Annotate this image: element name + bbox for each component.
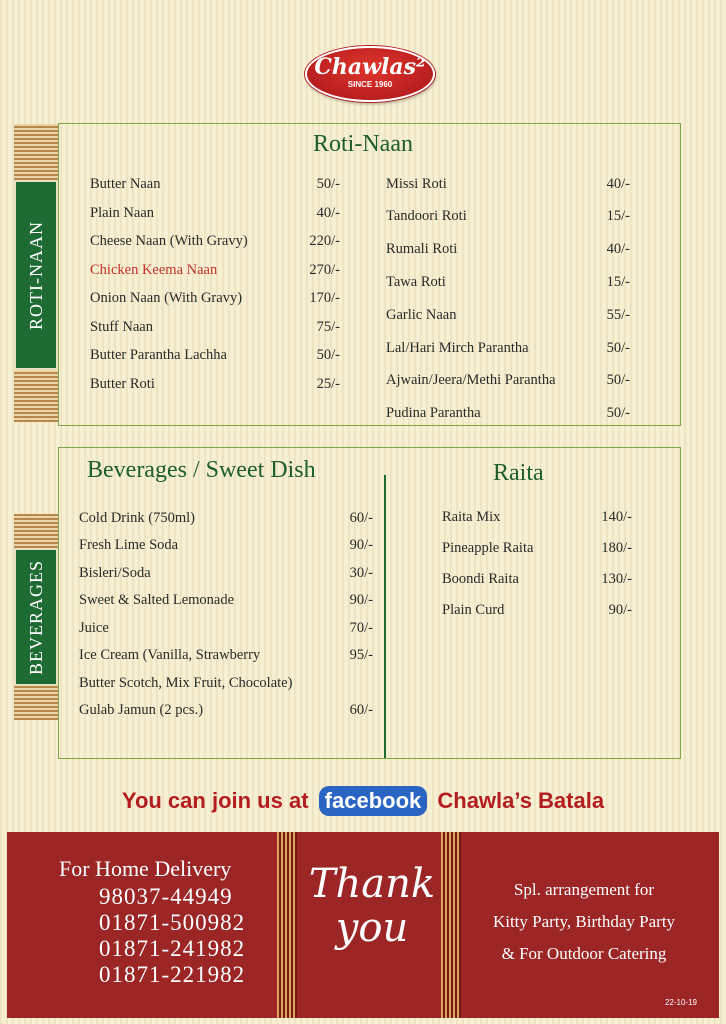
menu-item: Gulab Jamun (2 pcs.) 60/- (79, 702, 373, 718)
menu-item: Chicken Keema Naan 270/- (90, 262, 340, 278)
column-divider (384, 475, 386, 758)
menu-item: Butter Naan 50/- (90, 176, 340, 192)
menu-item: Bisleri/Soda 30/- (79, 565, 373, 581)
footer-banner (7, 832, 719, 1018)
brand-since: SINCE 1960 (347, 80, 393, 89)
spl-line-3: & For Outdoor Catering (501, 944, 667, 963)
menu-item: Pineapple Raita 180/- (442, 540, 632, 556)
thank-you-script (307, 862, 437, 950)
facebook-badge: facebook (319, 786, 428, 816)
raita-title: Raita (493, 460, 544, 486)
footer-stripes-right (441, 832, 461, 1018)
menu-item: Tandoori Roti 15/- (386, 208, 630, 224)
menu-item: Ajwain/Jeera/Methi Parantha 50/- (386, 372, 630, 388)
home-delivery-label: For Home Delivery (59, 856, 232, 881)
menu-item: Sweet & Salted Lemonade 90/- (79, 592, 373, 608)
phone-number: 01871-500982 (99, 910, 246, 935)
menu-item: Stuff Naan 75/- (90, 319, 340, 335)
footer-stripes-left (277, 832, 297, 1018)
menu-item: Boondi Raita 130/- (442, 571, 632, 587)
brand-name: Chawlas² (314, 54, 426, 80)
menu-item: Missi Roti 40/- (386, 176, 630, 192)
bev-stripe-bottom (14, 686, 58, 720)
menu-item: Plain Curd 90/- (442, 602, 632, 618)
roti-stripe-top (14, 124, 58, 180)
bev-stripe-top (14, 514, 58, 548)
menu-item: Juice 70/- (79, 620, 373, 636)
beverages-side-tab (14, 548, 58, 686)
phone-number: 01871-241982 (99, 936, 246, 961)
phone-number: 98037-44949 (99, 884, 233, 909)
roti-naan-side-tab (14, 180, 58, 370)
thank-you-line-1: Thank (308, 861, 436, 907)
facebook-suffix: Chawla’s Batala (437, 788, 605, 813)
facebook-line (0, 786, 726, 816)
roti-naan-title: Roti-Naan (313, 131, 413, 157)
menu-item: Garlic Naan 55/- (386, 307, 630, 323)
brand-logo (305, 46, 435, 102)
beverages-title: Beverages / Sweet Dish (87, 457, 316, 483)
special-arrangements (459, 874, 709, 970)
menu-item: Cold Drink (750ml) 60/- (79, 510, 373, 526)
beverages-side-label: BEVERAGES (25, 559, 46, 675)
menu-item: Butter Parantha Lachha 50/- (90, 347, 340, 363)
spl-line-1: Spl. arrangement for (513, 880, 655, 899)
menu-item: Rumali Roti 40/- (386, 241, 630, 257)
spl-line-2: Kitty Party, Birthday Party (492, 912, 676, 931)
phone-number: 01871-221982 (99, 962, 246, 987)
menu-item: Butter Roti 25/- (90, 376, 340, 392)
menu-item: Cheese Naan (With Gravy) 220/- (90, 233, 340, 249)
roti-naan-side-label: ROTI-NAAN (25, 220, 46, 330)
menu-item: Lal/Hari Mirch Parantha 50/- (386, 340, 630, 356)
menu-item: Onion Naan (With Gravy) 170/- (90, 290, 340, 306)
roti-stripe-bottom (14, 370, 58, 422)
menu-item: Fresh Lime Soda 90/- (79, 537, 373, 553)
facebook-prefix: You can join us at (121, 788, 309, 813)
print-date: 22-10-19 (664, 998, 697, 1007)
menu-item: Butter Scotch, Mix Fruit, Chocolate) (79, 675, 293, 691)
menu-item: Plain Naan 40/- (90, 205, 340, 221)
menu-item: Pudina Parantha 50/- (386, 405, 630, 421)
menu-item: Tawa Roti 15/- (386, 274, 630, 290)
thank-you-line-2: you (335, 905, 409, 951)
menu-item: Ice Cream (Vanilla, Strawberry 95/- (79, 647, 373, 663)
menu-item: Raita Mix 140/- (442, 509, 632, 525)
